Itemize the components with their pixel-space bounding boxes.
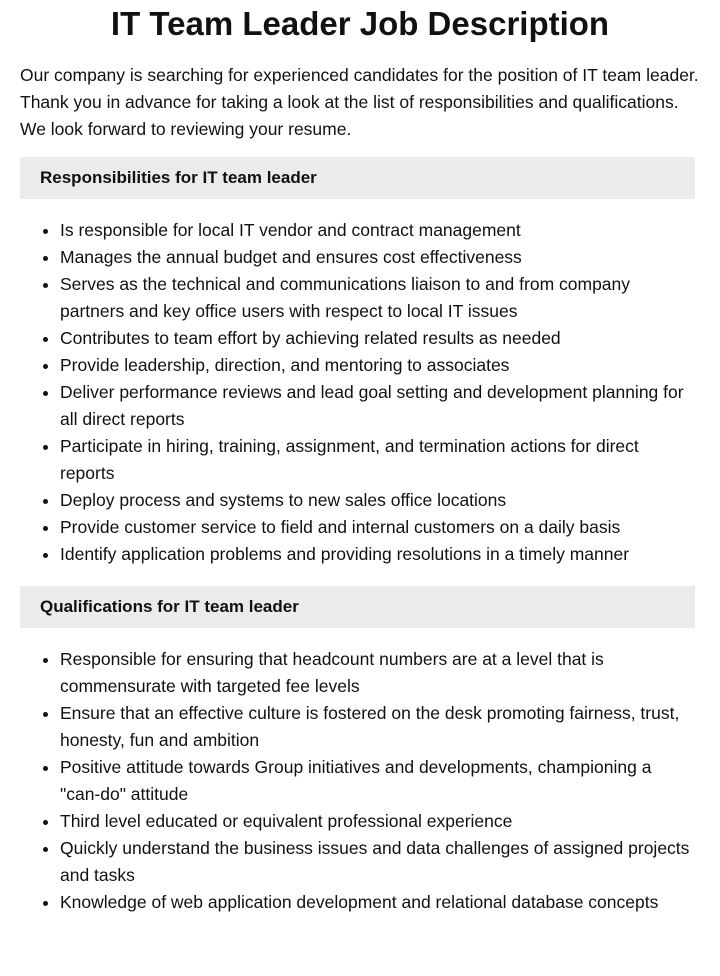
- list-item: • Provide leadership, direction, and mentoring to associates: [60, 352, 695, 379]
- page-title: IT Team Leader Job Description: [110, 5, 610, 42]
- responsibilities-heading: Responsibilities for IT team leader: [20, 157, 695, 199]
- list-item: • Third level educated or equivalent professional experience: [60, 808, 695, 835]
- list-item: • Deploy process and systems to new sales office locations: [60, 487, 695, 514]
- list-item: • Deliver performance reviews and lead goal setting and development planning for all direct reports: [60, 379, 695, 433]
- list-item: • Knowledge of web application development and relational database concepts: [60, 889, 695, 916]
- qualifications-list: [20, 646, 695, 916]
- list-item: • Is responsible for local IT vendor and contract management: [60, 217, 695, 244]
- list-item: • Manages the annual budget and ensures cost effectiveness: [60, 244, 695, 271]
- responsibilities-list: [20, 217, 695, 568]
- list-item: • Participate in hiring, training, assignment, and termination actions for direct reports: [60, 433, 695, 487]
- list-item: • Provide customer service to field and internal customers on a daily basis: [60, 514, 695, 541]
- list-item: • Positive attitude towards Group initiatives and developments, championing a "can-do" attitude: [60, 754, 695, 808]
- list-item: • Contributes to team effort by achieving related results as needed: [60, 325, 695, 352]
- list-item: • Identify application problems and providing resolutions in a timely manner: [60, 541, 695, 568]
- list-item: • Serves as the technical and communications liaison to and from company partners and key office users with respect to local IT issues: [60, 271, 695, 325]
- list-item: • Quickly understand the business issues and data challenges of assigned projects and tasks: [60, 835, 695, 889]
- list-item: • Ensure that an effective culture is fostered on the desk promoting fairness, trust, honesty, fun and ambition: [60, 700, 695, 754]
- qualifications-heading: Qualifications for IT team leader: [20, 586, 695, 628]
- list-item: • Responsible for ensuring that headcount numbers are at a level that is commensurate with targeted fee levels: [60, 646, 695, 700]
- intro-text: Our company is searching for experienced candidates for the position of IT team leader. Thank you in advance for taking a look at the list of responsibilities and qualifications. We look forward to reviewing your resume.: [20, 65, 699, 139]
